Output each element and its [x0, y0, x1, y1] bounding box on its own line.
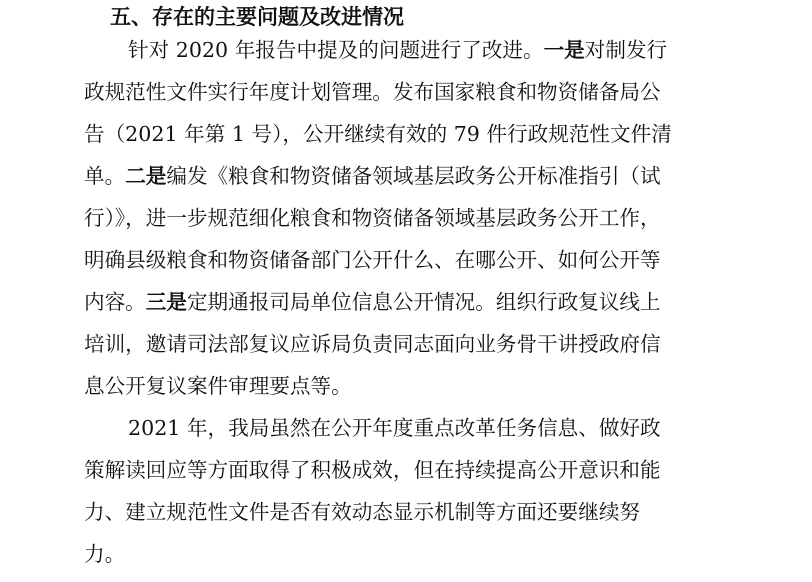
- section-heading: 五、存在的主要问题及改进情况: [110, 5, 404, 29]
- paragraph-line: [128, 30, 667, 70]
- paragraph-line: [84, 156, 661, 196]
- paragraph-line: 明确县级粮食和物资储备部门公开什么、在哪公开、如何公开等: [84, 248, 661, 272]
- text-span: 针对 2020 年报告中提及的问题进行了改进。: [128, 38, 544, 62]
- text-span: 编发《粮食和物资储备领域基层政务公开标准指引（试: [166, 164, 661, 188]
- paragraph-line: [84, 282, 661, 322]
- paragraph-line: 政规范性文件实行年度计划管理。发布国家粮食和物资储备局公: [84, 80, 661, 104]
- paragraph-line: 2021 年，我局虽然在公开年度重点改革任务信息、做好政: [128, 416, 661, 440]
- bold-marker: 二是: [125, 164, 167, 188]
- paragraph-line: 力、建立规范性文件是否有效动态显示机制等方面还要继续努: [84, 500, 641, 524]
- bold-marker: 一是: [543, 38, 585, 62]
- text-span: 内容。: [84, 290, 146, 314]
- bold-marker: 三是: [145, 290, 187, 314]
- paragraph-line: 培训，邀请司法部复议应诉局负责同志面向业务骨干讲授政府信: [84, 332, 661, 356]
- paragraph-line: 行）》，进一步规范细化粮食和物资储备领域基层政务公开工作，: [84, 206, 661, 230]
- paragraph-line: 策解读回应等方面取得了积极成效，但在持续提高公开意识和能: [84, 458, 661, 482]
- paragraph-line: 力。: [84, 542, 126, 566]
- text-span: 对制发行: [584, 38, 668, 62]
- paragraph-line: 息公开复议案件审理要点等。: [84, 374, 352, 398]
- text-span: 定期通报司局单位信息公开情况。组织行政复议线上: [186, 290, 661, 314]
- paragraph-line: 告（2021 年第 1 号），公开继续有效的 79 件行政规范性文件清: [84, 122, 672, 146]
- text-span: 单。: [84, 164, 126, 188]
